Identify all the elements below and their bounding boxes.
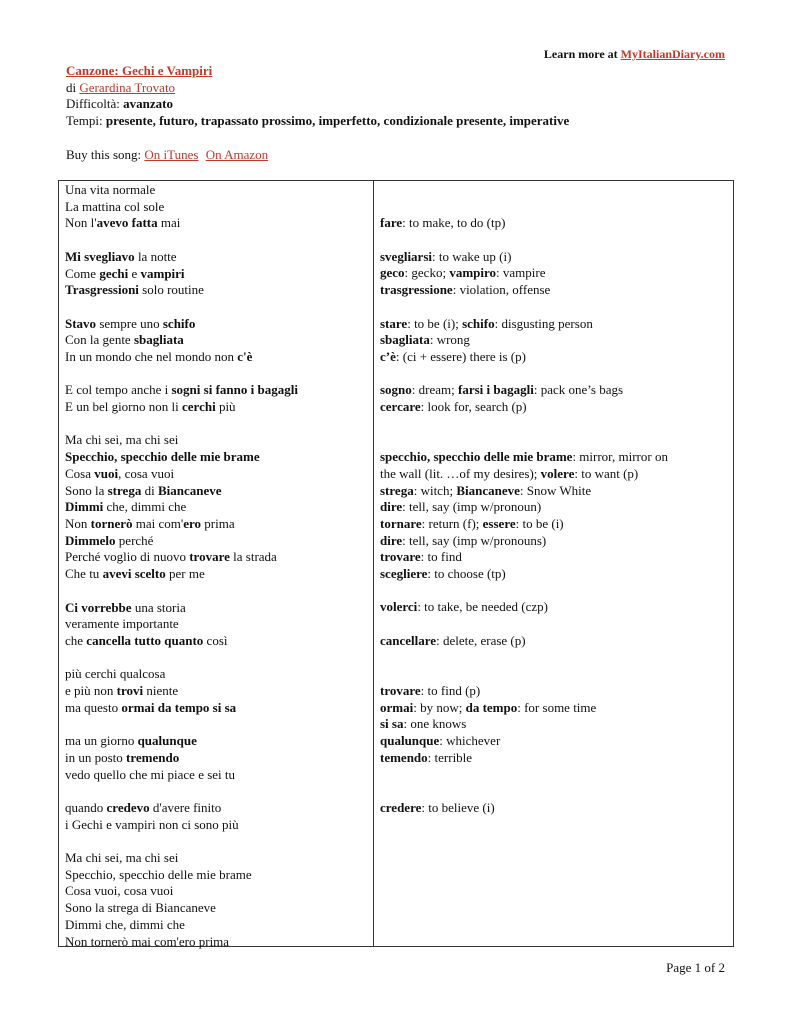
difficulty-line	[66, 96, 746, 113]
column-divider	[373, 181, 374, 946]
vocab-line	[380, 483, 730, 500]
text-segment: in un posto	[65, 749, 127, 765]
vocab-line	[380, 382, 730, 399]
lyrics-table	[58, 180, 734, 947]
bold-term: volere	[540, 465, 575, 481]
text-segment: solo routine	[138, 282, 204, 298]
text-segment: Cosa vuoi, cosa vuoi	[65, 883, 174, 899]
text-segment: Specchio, specchio delle mie brame	[65, 866, 252, 882]
text-segment: Una vita normale	[65, 182, 156, 197]
lyric-line	[65, 533, 365, 550]
text-segment: : wrong	[429, 332, 470, 348]
bold-term: credevo	[106, 799, 150, 815]
lyric-line	[65, 466, 365, 483]
text-segment: veramente importante	[65, 616, 179, 632]
learn-more-link[interactable]: MyItalianDiary.com	[620, 47, 725, 61]
vocab-line	[380, 633, 730, 650]
vocab-line	[380, 800, 730, 817]
text-segment: e	[128, 265, 141, 281]
bold-term: vampiro	[449, 265, 497, 281]
text-segment: Che tu	[65, 566, 103, 582]
text-segment: : one knows	[403, 716, 467, 732]
blank-line	[380, 666, 730, 683]
bold-term: Trasgressioni	[65, 282, 139, 298]
bold-term: qualunque	[380, 733, 440, 749]
vocab-line	[380, 349, 730, 366]
vocab-line	[380, 599, 730, 616]
vocab-line	[380, 282, 730, 299]
text-segment: niente	[143, 683, 179, 698]
bold-term: farsi i bagagli	[458, 382, 534, 398]
blank-line	[65, 783, 365, 800]
lyric-line	[65, 199, 365, 216]
page-number: Page 1 of 2	[666, 960, 725, 975]
lyric-line	[65, 566, 365, 583]
bold-term: sbagliata	[133, 332, 184, 348]
lyric-line	[65, 432, 365, 449]
vocab-line	[380, 316, 730, 333]
text-segment: In un mondo che nel mondo non	[65, 349, 238, 364]
buy-line	[66, 147, 746, 164]
bold-term: cerchi	[182, 399, 216, 415]
text-segment: quando	[65, 799, 107, 815]
text-segment: la strada	[229, 549, 277, 565]
blank-line	[65, 650, 365, 667]
blank-line	[380, 299, 730, 316]
lyric-line	[65, 700, 365, 717]
bold-term: temendo	[380, 749, 428, 765]
lyric-line	[65, 900, 365, 917]
lyric-line	[65, 683, 365, 700]
vocab-line	[380, 733, 730, 750]
bold-term: Biancaneve	[157, 482, 222, 498]
text-segment: per me	[165, 566, 205, 582]
bold-term: trasgressione	[380, 282, 453, 298]
text-segment: : Snow White	[519, 482, 592, 498]
bold-term: svegliarsi	[380, 248, 432, 264]
text-segment: Non l'	[65, 215, 97, 231]
text-segment: : to believe (i)	[421, 799, 495, 815]
bold-term: tremendo	[126, 749, 180, 765]
bold-term: schifo	[162, 315, 196, 331]
lyric-line	[65, 316, 365, 333]
text-segment: : (ci + essere) there is (p)	[395, 348, 526, 364]
blank-line	[380, 182, 730, 199]
vocab-line	[380, 700, 730, 717]
author-link[interactable]: Gerardina Trovato	[79, 79, 176, 95]
lyric-line	[65, 215, 365, 232]
bold-term: avevo fatta	[96, 215, 158, 231]
bold-term: ormai da tempo si sa	[121, 699, 237, 715]
text-segment: i Gechi e vampiri non ci sono più	[65, 816, 239, 832]
blank-line	[65, 366, 365, 383]
vocab-line	[380, 683, 730, 700]
text-segment: più	[215, 399, 236, 415]
lyric-line	[65, 182, 365, 199]
text-segment: ma un giorno	[65, 733, 138, 749]
text-segment: Non tornerò mai com'ero prima	[65, 933, 230, 949]
text-segment: la notte	[134, 248, 177, 264]
bold-term: vuoi	[94, 465, 119, 481]
buy-itunes-link[interactable]: On iTunes	[144, 146, 199, 162]
vocabulary-column	[380, 182, 730, 817]
text-segment: che	[65, 632, 87, 648]
bold-term: Mi svegliavo	[65, 248, 135, 264]
text-segment: Ma chi sei, ma chi sei	[65, 432, 179, 448]
bold-term: specchio, specchio delle mie brame	[380, 449, 573, 465]
blank-line	[380, 199, 730, 216]
lyric-line	[65, 917, 365, 934]
text-segment: e più non	[65, 683, 117, 698]
text-segment: the wall (lit. …of my desires);	[380, 465, 541, 481]
text-segment: : to be (i)	[515, 515, 564, 531]
song-title-link[interactable]: Canzone: Gechi e Vampiri	[66, 63, 213, 78]
lyric-line	[65, 282, 365, 299]
buy-amazon-link[interactable]: On Amazon	[205, 146, 269, 162]
text-segment: : return (f);	[421, 515, 483, 531]
bold-term: Stavo	[65, 315, 97, 331]
text-segment: perché	[115, 532, 154, 548]
text-segment: Dimmi che, dimmi che	[65, 916, 185, 932]
bold-term: strega	[107, 482, 142, 498]
bold-term: cancellare	[380, 632, 437, 648]
bold-term: schifo	[462, 315, 495, 331]
lyric-line	[65, 800, 365, 817]
bold-term: strega	[380, 482, 414, 498]
vocab-line	[380, 265, 730, 282]
vocab-line	[380, 399, 730, 416]
text-segment: : delete, erase (p)	[436, 632, 526, 648]
bold-term: Specchio, specchio delle mie brame	[65, 449, 260, 465]
text-segment: : whichever	[439, 733, 501, 749]
tenses-line	[66, 113, 746, 130]
lyric-line	[65, 499, 365, 516]
vocab-line	[380, 249, 730, 266]
lyric-line	[65, 867, 365, 884]
vocab-line	[380, 716, 730, 733]
text-segment: Con la gente	[65, 332, 134, 348]
text-segment: Perché voglio di nuovo	[65, 549, 190, 565]
text-segment: Ma chi sei, ma chi sei	[65, 849, 179, 865]
text-segment: E col tempo anche i	[65, 382, 172, 398]
text-segment: : look for, search (p)	[420, 399, 527, 415]
bold-term: dire	[380, 532, 403, 548]
text-segment: ma questo	[65, 699, 122, 715]
vocab-line	[380, 533, 730, 550]
tenses-label: Tempi:	[66, 113, 106, 129]
blank-line	[380, 616, 730, 633]
bold-term: trovi	[116, 683, 144, 698]
vocab-line	[380, 516, 730, 533]
bold-term: sbagliata	[380, 332, 430, 348]
text-segment: : pack one’s bags	[533, 382, 624, 398]
blank-line	[380, 766, 730, 783]
blank-line	[65, 583, 365, 600]
text-segment: : to choose (tp)	[427, 566, 506, 582]
vocab-line	[380, 499, 730, 516]
blank-line	[380, 232, 730, 249]
author-line	[66, 80, 746, 97]
text-segment: più cerchi qualcosa	[65, 666, 166, 682]
bold-term: si sa	[380, 716, 404, 732]
lyric-line	[65, 449, 365, 466]
bold-term: c'è	[237, 349, 253, 364]
lyric-line	[65, 549, 365, 566]
text-segment: : to wake up (i)	[432, 248, 512, 264]
buy-label: Buy this song:	[66, 146, 145, 162]
text-segment: così	[203, 632, 228, 648]
lyric-line	[65, 633, 365, 650]
difficulty-value: avanzato	[123, 96, 174, 112]
lyric-line	[65, 399, 365, 416]
lyric-line	[65, 600, 365, 617]
lyric-line	[65, 332, 365, 349]
blank-line	[65, 299, 365, 316]
text-segment: Non	[65, 516, 91, 531]
bold-term: Dimmelo	[65, 532, 116, 548]
bold-term: tornare	[380, 515, 422, 531]
text-segment: : terrible	[427, 749, 473, 765]
difficulty-label: Difficoltà:	[66, 96, 124, 112]
lyric-line	[65, 733, 365, 750]
bold-term: stare	[380, 315, 408, 331]
bold-term: dire	[380, 499, 403, 515]
text-segment: di	[141, 482, 158, 498]
text-segment: Cosa	[65, 465, 95, 481]
bold-term: scegliere	[380, 566, 428, 582]
vocab-line	[380, 549, 730, 566]
lyric-line	[65, 817, 365, 834]
vocab-line	[380, 466, 730, 483]
blank-line	[380, 432, 730, 449]
bold-term: ormai	[380, 699, 414, 715]
text-segment: Come	[65, 265, 100, 281]
text-segment: : by now;	[413, 699, 466, 715]
text-segment: una storia	[131, 599, 186, 615]
bold-term: trovare	[189, 549, 230, 565]
lyric-line	[65, 382, 365, 399]
text-segment: : to make, to do (tp)	[402, 215, 506, 231]
text-segment: : to be (i);	[407, 315, 463, 331]
text-segment: Sono la strega di Biancaneve	[65, 900, 216, 916]
text-segment: sempre uno	[96, 315, 163, 331]
bold-term: trovare	[380, 682, 421, 698]
text-segment: : to find	[420, 549, 462, 565]
bold-term: ero	[183, 516, 202, 531]
lyric-line	[65, 666, 365, 683]
bold-term: volerci	[380, 599, 418, 615]
text-segment: : gecko;	[404, 265, 450, 281]
bold-term: credere	[380, 799, 422, 815]
text-segment: prima	[201, 516, 235, 531]
bold-term: tornerò	[90, 516, 133, 531]
lyric-line	[65, 483, 365, 500]
bold-term: avevi scelto	[102, 566, 166, 582]
blank-line	[65, 716, 365, 733]
lyric-line	[65, 249, 365, 266]
lyric-line	[65, 750, 365, 767]
vocab-line	[380, 449, 730, 466]
text-segment: Sono la	[65, 482, 108, 498]
lyrics-column	[65, 182, 365, 950]
bold-term: geco	[380, 265, 405, 281]
text-segment: : violation, offense	[452, 282, 551, 298]
lyric-line	[65, 850, 365, 867]
blank-line	[380, 416, 730, 433]
vocab-line	[380, 215, 730, 232]
author-prefix: di	[66, 79, 80, 95]
text-segment: mai	[157, 215, 181, 231]
lyric-line	[65, 883, 365, 900]
text-segment: : tell, say (imp w/pronoun)	[402, 499, 542, 515]
text-segment: mai com'	[132, 516, 184, 531]
text-segment: : to want (p)	[574, 465, 639, 481]
bold-term: essere	[482, 515, 516, 531]
blank-line	[65, 833, 365, 850]
blank-line	[380, 583, 730, 600]
bold-term: fare	[380, 215, 403, 231]
lyric-line	[65, 516, 365, 533]
tenses-value: presente, futuro, trapassato prossimo, imperfetto, condizionale presente, imperative	[105, 113, 570, 129]
bold-term: Biancaneve	[456, 482, 520, 498]
bold-term: da tempo	[465, 699, 518, 715]
bold-term: vampiri	[140, 265, 185, 281]
lyric-line	[65, 767, 365, 784]
text-segment: : disgusting person	[494, 315, 593, 331]
vocab-line	[380, 750, 730, 767]
lyric-line	[65, 934, 365, 951]
lyric-line	[65, 266, 365, 283]
text-segment: : witch;	[413, 482, 457, 498]
blank-line	[380, 650, 730, 667]
learn-more-header	[544, 47, 725, 62]
bold-term: Dimmi	[65, 499, 104, 515]
text-segment: : vampire	[496, 265, 546, 281]
text-segment: : tell, say (imp w/pronouns)	[402, 532, 547, 548]
text-segment: , cosa vuoi	[118, 465, 175, 481]
bold-term: cancella tutto quanto	[86, 632, 204, 648]
text-segment: : to take, be needed (czp)	[417, 599, 548, 615]
learn-more-text: Learn more at	[543, 47, 621, 61]
vocab-line	[380, 332, 730, 349]
text-segment: vedo quello che mi piace e sei tu	[65, 766, 236, 782]
blank-line	[65, 416, 365, 433]
text-segment: che, dimmi che	[103, 499, 187, 515]
bold-term: gechi	[99, 265, 129, 281]
text-segment: : to find (p)	[420, 682, 481, 698]
lyric-line	[65, 349, 365, 366]
bold-term: cercare	[380, 399, 421, 415]
blank-line	[380, 366, 730, 383]
blank-line	[65, 232, 365, 249]
lyric-line	[65, 616, 365, 633]
text-segment: La mattina col sole	[65, 198, 165, 214]
bold-term: sogni si fanno i bagagli	[171, 382, 298, 398]
text-segment: : dream;	[411, 382, 459, 398]
vocab-line	[380, 566, 730, 583]
text-segment: d'avere finito	[149, 799, 222, 815]
song-info	[66, 63, 746, 163]
bold-term: Ci vorrebbe	[65, 599, 132, 615]
bold-term: qualunque	[137, 733, 197, 749]
bold-term: c’è	[380, 348, 396, 364]
text-segment: E un bel giorno non li	[65, 399, 182, 415]
bold-term: sogno	[380, 382, 412, 398]
text-segment: : mirror, mirror on	[572, 449, 668, 465]
bold-term: trovare	[380, 549, 421, 565]
blank-line	[380, 783, 730, 800]
text-segment: : for some time	[517, 699, 597, 715]
